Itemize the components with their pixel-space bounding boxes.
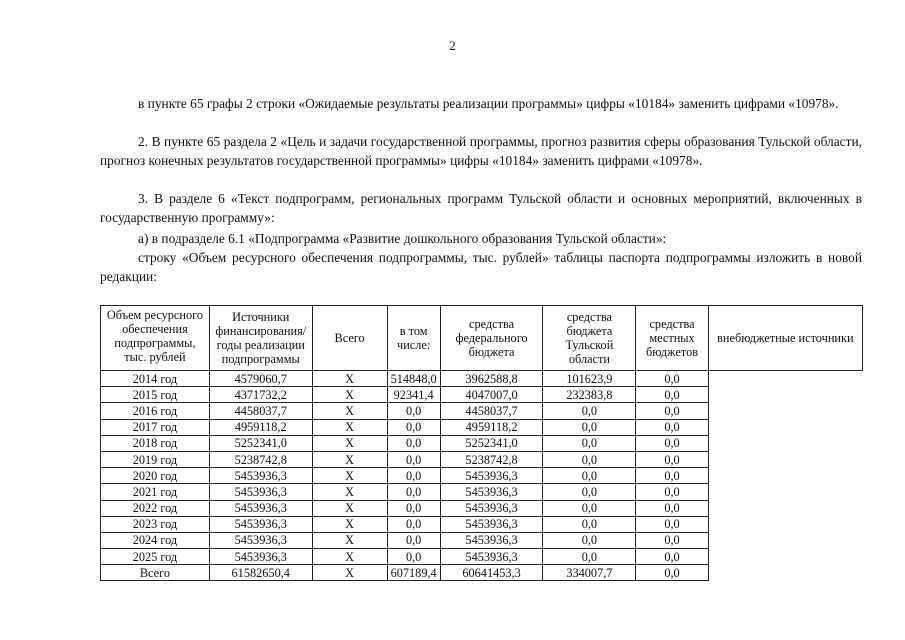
total-cell: 5238742,8 — [209, 451, 312, 467]
regional-cell: 4959118,2 — [440, 419, 543, 435]
federal-cell: 92341,4 — [387, 387, 440, 403]
total-cell: 4959118,2 — [209, 419, 312, 435]
table-row — [101, 451, 863, 467]
table-row — [101, 468, 863, 484]
regional-cell: 5453936,3 — [440, 468, 543, 484]
including-cell: X — [312, 419, 387, 435]
total-cell: 5453936,3 — [209, 500, 312, 516]
regional-cell: 5453936,3 — [440, 516, 543, 532]
federal-cell: 0,0 — [387, 435, 440, 451]
federal-cell: 0,0 — [387, 468, 440, 484]
including-cell: X — [312, 500, 387, 516]
table-row — [101, 532, 863, 548]
row-label-cell: Объем ресурсного обеспечения подпрограммы, тыс. рублей — [101, 306, 210, 371]
table-row — [101, 565, 863, 581]
federal-cell: 514848,0 — [387, 371, 440, 387]
total-cell: 4371732,2 — [209, 387, 312, 403]
including-cell: X — [312, 468, 387, 484]
local-cell: 0,0 — [543, 451, 636, 467]
local-cell: 0,0 — [543, 532, 636, 548]
header-extrabudget: внебюджетные источники — [708, 306, 862, 371]
local-cell: 0,0 — [543, 419, 636, 435]
regional-cell: 5453936,3 — [440, 549, 543, 565]
header-source: Источники финансирования/ годы реализации подпрограммы — [209, 306, 312, 371]
extrabudget-cell: 0,0 — [636, 532, 708, 548]
including-cell: X — [312, 549, 387, 565]
extrabudget-cell: 0,0 — [636, 419, 708, 435]
extrabudget-cell: 0,0 — [636, 403, 708, 419]
header-total: Всего — [312, 306, 387, 371]
page-number: 2 — [449, 38, 456, 53]
year-cell: 2022 год — [101, 500, 210, 516]
federal-cell: 0,0 — [387, 549, 440, 565]
total-cell: 5252341,0 — [209, 435, 312, 451]
extrabudget-cell: 0,0 — [636, 484, 708, 500]
paragraph-2 — [100, 133, 862, 170]
local-cell: 334007,7 — [543, 565, 636, 581]
paragraph-3-text: 3. В разделе 6 «Текст подпрограмм, региональных программ Тульской области и основных мероприятий, включенных в государственную программу»: — [100, 191, 862, 225]
header-federal: средства федерального бюджета — [440, 306, 543, 371]
year-cell: 2017 год — [101, 419, 210, 435]
extrabudget-cell: 0,0 — [636, 549, 708, 565]
table-row — [101, 387, 863, 403]
regional-cell: 5252341,0 — [440, 435, 543, 451]
header-local: средства местных бюджетов — [636, 306, 708, 371]
year-cell: 2023 год — [101, 516, 210, 532]
regional-cell: 3962588,8 — [440, 371, 543, 387]
paragraph-5 — [100, 249, 862, 286]
resource-table — [100, 305, 863, 581]
paragraph-4 — [100, 230, 862, 249]
extrabudget-cell: 0,0 — [636, 435, 708, 451]
including-cell: X — [312, 532, 387, 548]
local-cell: 0,0 — [543, 516, 636, 532]
paragraph-2-text: 2. В пункте 65 раздела 2 «Цель и задачи государственной программы, прогноз развития сферы образования Тульской области, прогноз конечных результатов государственной программы» цифры «10184» заменить цифрами «10978». — [100, 134, 862, 168]
federal-cell: 0,0 — [387, 500, 440, 516]
table-row — [101, 419, 863, 435]
table-row — [101, 403, 863, 419]
including-cell: X — [312, 435, 387, 451]
total-cell: 5453936,3 — [209, 516, 312, 532]
extrabudget-cell: 0,0 — [636, 387, 708, 403]
extrabudget-cell: 0,0 — [636, 565, 708, 581]
including-cell: X — [312, 565, 387, 581]
table-row — [101, 516, 863, 532]
local-cell: 0,0 — [543, 435, 636, 451]
regional-cell: 60641453,3 — [440, 565, 543, 581]
including-cell: X — [312, 387, 387, 403]
extrabudget-cell: 0,0 — [636, 500, 708, 516]
federal-cell: 0,0 — [387, 451, 440, 467]
table-header-row — [101, 306, 863, 371]
table-row — [101, 371, 863, 387]
total-cell: 4458037,7 — [209, 403, 312, 419]
federal-cell: 0,0 — [387, 516, 440, 532]
including-cell: X — [312, 484, 387, 500]
year-cell: 2020 год — [101, 468, 210, 484]
local-cell: 232383,8 — [543, 387, 636, 403]
extrabudget-cell: 0,0 — [636, 371, 708, 387]
total-cell: 5453936,3 — [209, 468, 312, 484]
header-regional: средства бюджета Тульской области — [543, 306, 636, 371]
local-cell: 0,0 — [543, 549, 636, 565]
paragraph-1-text: в пункте 65 графы 2 строки «Ожидаемые результаты реализации программы» цифры «10184» заменить цифрами «10978». — [138, 96, 839, 111]
local-cell: 0,0 — [543, 468, 636, 484]
table-row — [101, 435, 863, 451]
total-cell: 5453936,3 — [209, 549, 312, 565]
federal-cell: 0,0 — [387, 419, 440, 435]
regional-cell: 5453936,3 — [440, 500, 543, 516]
table-row — [101, 484, 863, 500]
local-cell: 101623,9 — [543, 371, 636, 387]
extrabudget-cell: 0,0 — [636, 468, 708, 484]
regional-cell: 4458037,7 — [440, 403, 543, 419]
local-cell: 0,0 — [543, 403, 636, 419]
year-cell: 2024 год — [101, 532, 210, 548]
paragraph-3 — [100, 190, 862, 227]
total-cell: 5453936,3 — [209, 532, 312, 548]
regional-cell: 5453936,3 — [440, 484, 543, 500]
year-cell: 2015 год — [101, 387, 210, 403]
year-cell: 2014 год — [101, 371, 210, 387]
federal-cell: 0,0 — [387, 403, 440, 419]
local-cell: 0,0 — [543, 484, 636, 500]
total-cell: 4579060,7 — [209, 371, 312, 387]
federal-cell: 0,0 — [387, 484, 440, 500]
year-cell: 2019 год — [101, 451, 210, 467]
including-cell: X — [312, 371, 387, 387]
regional-cell: 5453936,3 — [440, 532, 543, 548]
table-row — [101, 549, 863, 565]
year-cell: 2018 год — [101, 435, 210, 451]
total-cell: 5453936,3 — [209, 484, 312, 500]
federal-cell: 0,0 — [387, 532, 440, 548]
including-cell: X — [312, 451, 387, 467]
paragraph-4-text: а) в подразделе 6.1 «Подпрограмма «Развитие дошкольного образования Тульской области»: — [138, 231, 667, 246]
paragraph-1 — [100, 95, 862, 114]
table-row — [101, 500, 863, 516]
extrabudget-cell: 0,0 — [636, 516, 708, 532]
including-cell: X — [312, 516, 387, 532]
regional-cell: 4047007,0 — [440, 387, 543, 403]
year-cell: 2021 год — [101, 484, 210, 500]
federal-cell: 607189,4 — [387, 565, 440, 581]
regional-cell: 5238742,8 — [440, 451, 543, 467]
paragraph-5-text: строку «Объем ресурсного обеспечения подпрограммы, тыс. рублей» таблицы паспорта подпрограммы изложить в новой редакции: — [100, 250, 862, 284]
header-including: в том числе: — [387, 306, 440, 371]
total-cell: 61582650,4 — [209, 565, 312, 581]
year-cell: Всего — [101, 565, 210, 581]
year-cell: 2016 год — [101, 403, 210, 419]
local-cell: 0,0 — [543, 500, 636, 516]
year-cell: 2025 год — [101, 549, 210, 565]
extrabudget-cell: 0,0 — [636, 451, 708, 467]
including-cell: X — [312, 403, 387, 419]
